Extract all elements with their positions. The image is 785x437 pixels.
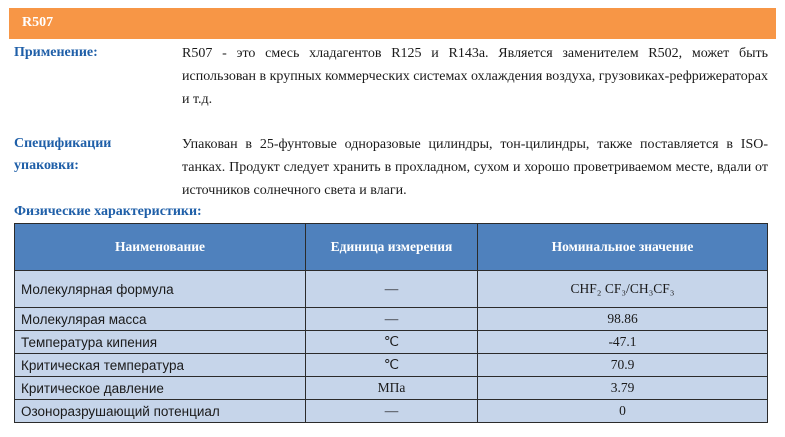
table-row [15,377,768,400]
row-unit: — [306,308,478,331]
row-value: 98.86 [478,308,768,331]
row-unit: МПа [306,377,478,400]
row-name: Молекулярная формула [15,271,306,308]
row-unit: — [306,400,478,423]
row-name: Критическая температура [15,354,306,377]
row-unit: ℃ [306,354,478,377]
table-row [15,308,768,331]
packaging-label-line1: Спецификации [14,136,112,151]
table-header-row [15,224,768,271]
table-row [15,331,768,354]
row-unit: ℃ [306,331,478,354]
row-value: 0 [478,400,768,423]
row-value: -47.1 [478,331,768,354]
properties-table [14,223,768,423]
column-header-value: Номинальное значение [478,224,768,271]
row-value: 70.9 [478,354,768,377]
row-name: Молекулярая масса [15,308,306,331]
row-name: Температура кипения [15,331,306,354]
row-value: 3.79 [478,377,768,400]
row-value: CHF₂ CF₃/CH₃CF₃ [478,271,768,308]
row-name: Озоноразрушающий потенциал [15,400,306,423]
row-unit: — [306,271,478,308]
table-row [15,400,768,423]
header-bar [9,8,776,39]
column-header-name: Наименование [15,224,306,271]
application-text: R507 - это смесь хладагентов R125 и R143a. Является заменителем R502, может быть использован в крупных коммерческих системах охлаждения воздуха, грузовиках-рефрижераторах и т.д. [182,46,768,107]
column-header-unit: Единица измерения [306,224,478,271]
table-row [15,271,768,308]
application-label: Применение: [14,45,98,60]
packaging-text: Упакован в 25-фунтовые одноразовые цилиндры, тон-цилиндры, также поставляется в ISO-танках. Продукт следует хранить в прохладном, сухом и хорошо проветриваемом месте, вдали от источников солнечного света и влаги. [182,137,768,198]
table-row [15,354,768,377]
row-name: Критическое давление [15,377,306,400]
page-title: R507 [22,15,54,30]
properties-title: Физические характеристики: [14,204,202,219]
packaging-label-line2: упаковки: [14,158,79,173]
